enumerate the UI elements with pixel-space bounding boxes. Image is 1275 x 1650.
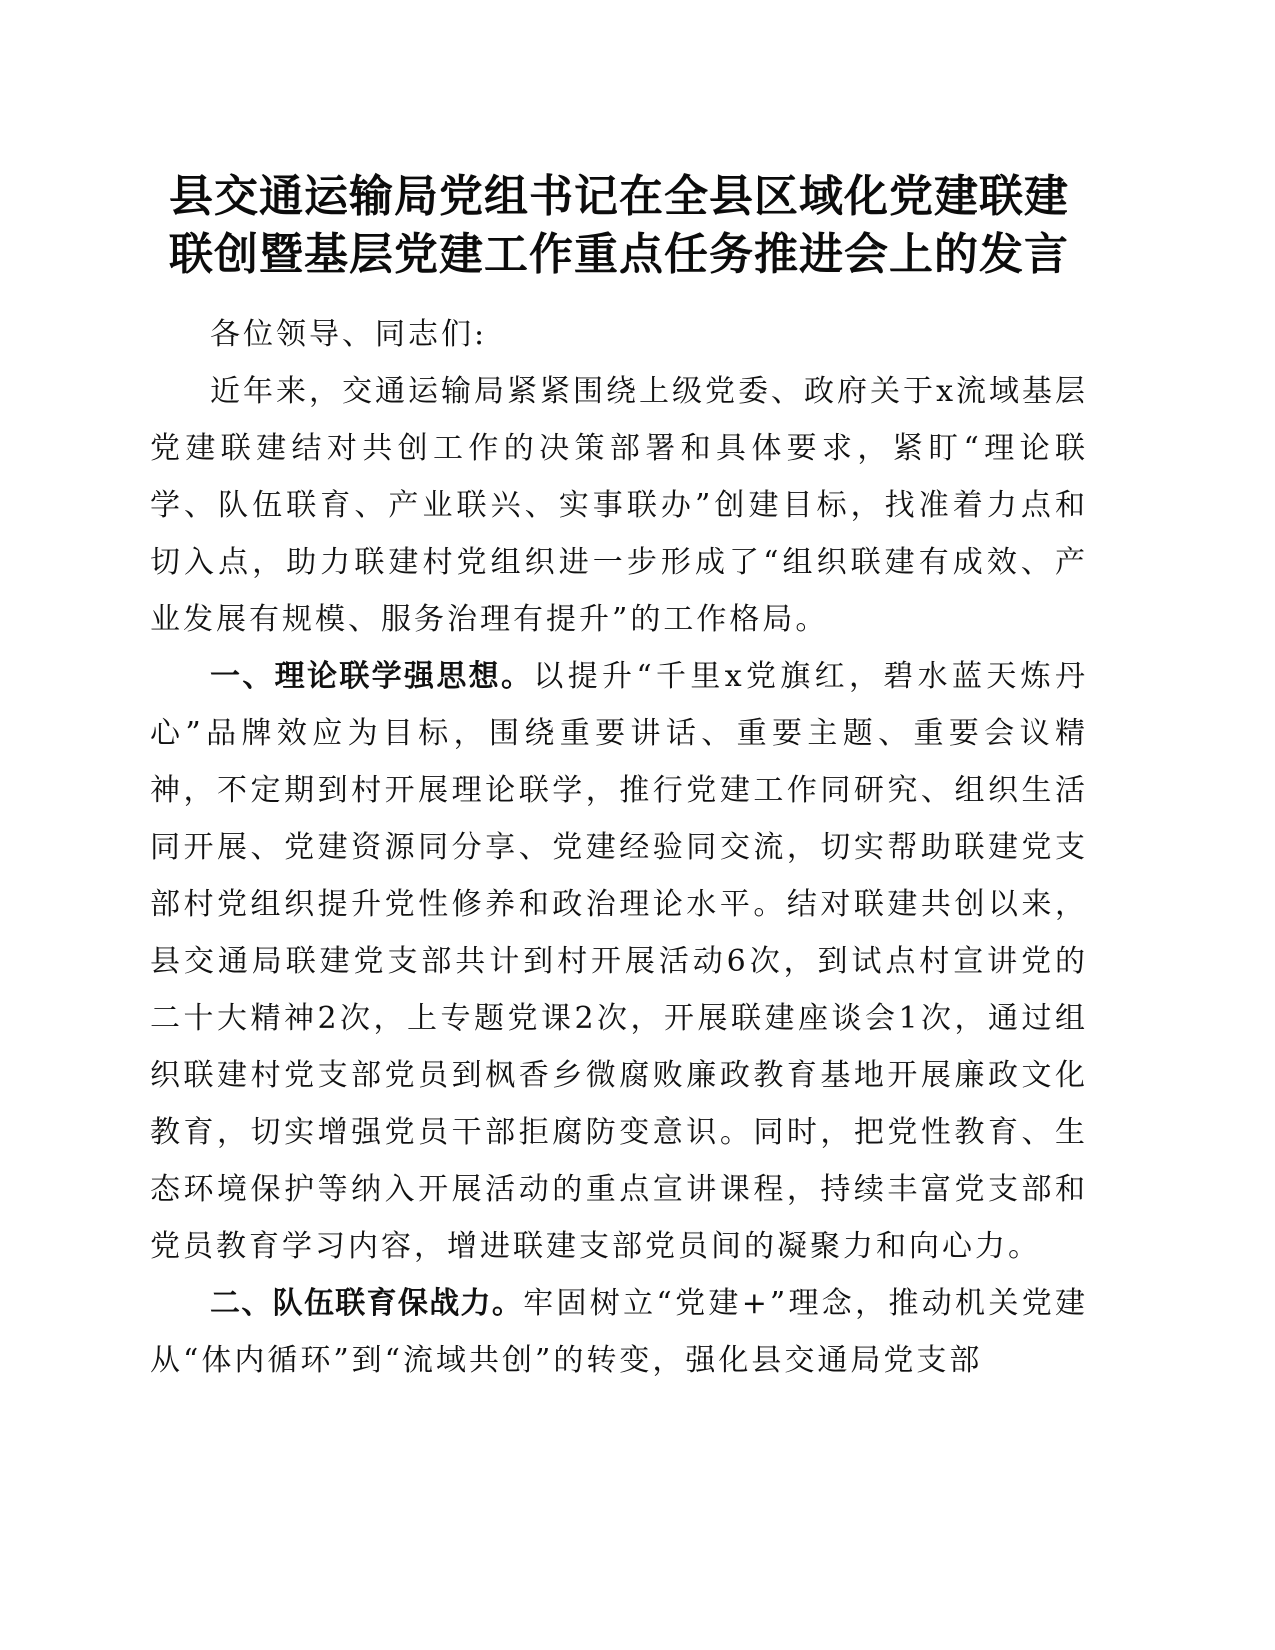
section-2-heading: 二、队伍联育保战力。 (210, 1286, 524, 1321)
salutation: 各位领导、同志们: (210, 317, 488, 352)
intro-paragraph: 近年来，交通运输局紧紧围绕上级党委、政府关于x流域基层党建联建结对共创工作的决策部署和具体要求，紧盯“理论联学、队伍联育、产业联兴、实事联办”创建目标，找准着力点和切入点，助力联建村党组织进一步形成了“组织联建有成效、产业发展有规模、服务治理有提升”的工作格局。 (150, 374, 1088, 637)
title-line-2: 联创暨基层党建工作重点任务推进会上的发言 (169, 229, 1069, 280)
section-2-text: 牢固树立“党建+”理念，推动机关党建从“体内循环”到“流域共创”的转变，强化县交通局党支部 (150, 1286, 1089, 1378)
document-body (150, 306, 1088, 1389)
document-title (150, 168, 1088, 284)
section-1-text: 以提升“千里x党旗红，碧水蓝天炼丹心”品牌效应为目标，围绕重要讲话、重要主题、重要会议精神，不定期到村开展理论联学，推行党建工作同研究、组织生活同开展、党建资源同分享、党建经验同交流，切实帮助联建党支部村党组织提升党性修养和政治理论水平。结对联建共创以来，县交通局联建党支部共计到村开展活动6次，到试点村宣讲党的二十大精神2次，上专题党课2次，开展联建座谈会1次，通过组织联建村党支部党员到枫香乡微腐败廉政教育基地开展廉政文化教育，切实增强党员干部拒腐防变意识。同时，把党性教育、生态环境保护等纳入开展活动的重点宣讲课程，持续丰富党支部和党员教育学习内容，增进联建支部党员间的凝聚力和向心力。 (150, 659, 1088, 1264)
title-line-1: 县交通运输局党组书记在全县区域化党建联建 (169, 171, 1069, 222)
section-1-paragraph (150, 648, 1088, 1275)
document-page (150, 168, 1088, 1389)
section-1-heading: 一、理论联学强思想。 (210, 659, 534, 694)
section-2-paragraph (150, 1275, 1088, 1389)
